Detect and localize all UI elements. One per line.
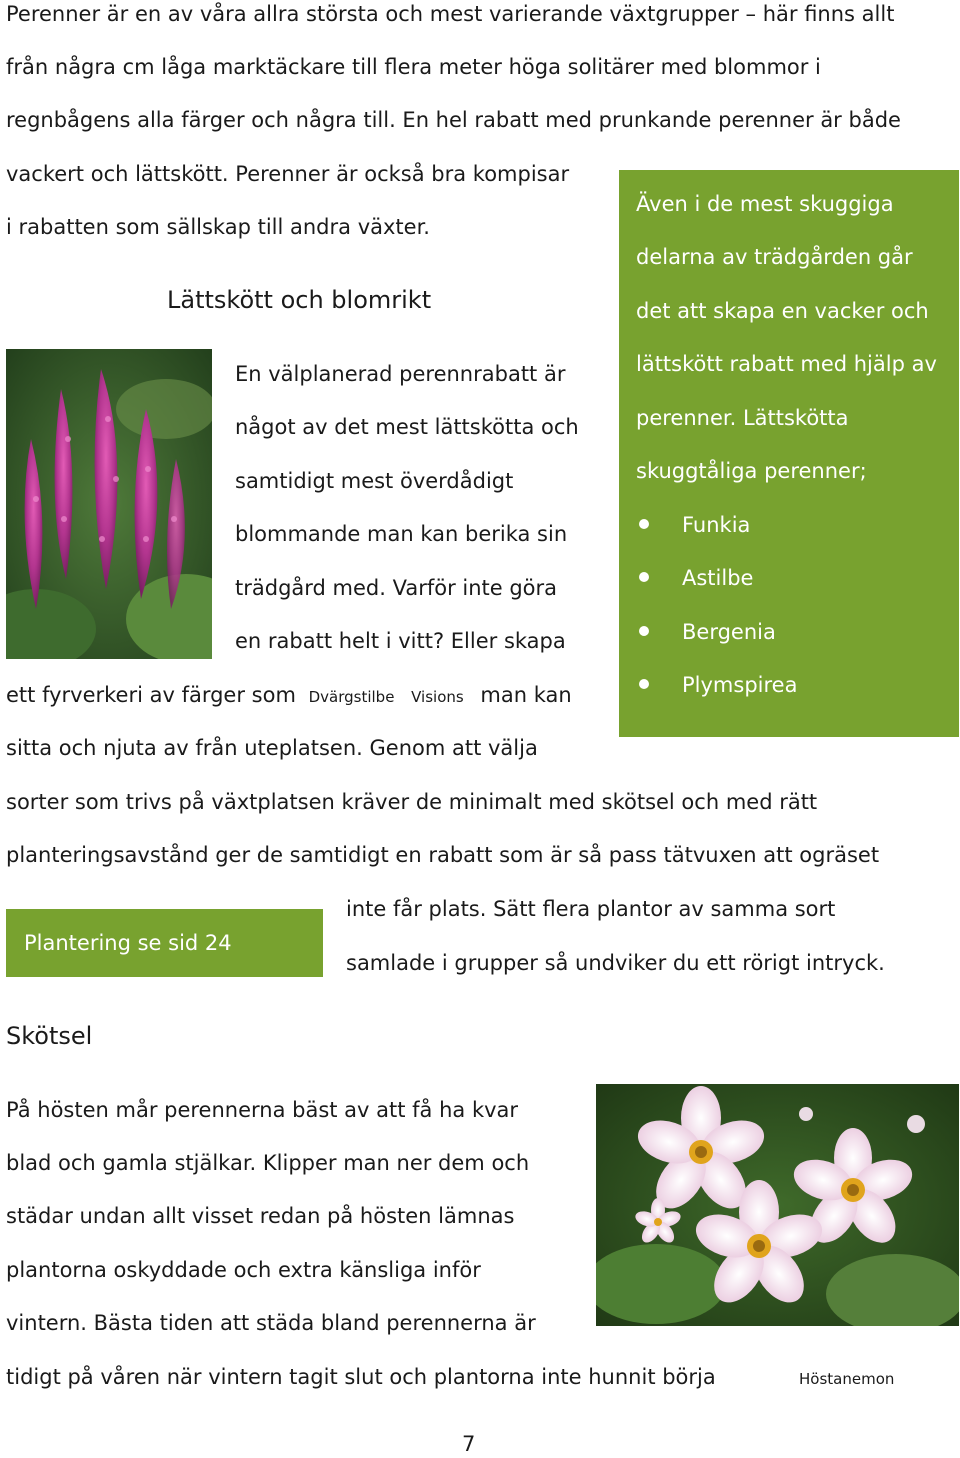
bullet-dot-icon — [639, 626, 649, 636]
plantering-label: Plantering se sid 24 — [24, 931, 232, 955]
section1-line-11: inte får plats. Sätt flera plantor av samma sort — [346, 897, 836, 921]
sidebar-line-5: perenner. Lättskötta — [636, 406, 849, 430]
intro-line-2: från några cm låga marktäckare till flera meter höga solitärer med blommor i — [6, 55, 821, 79]
sidebar-line-3: det att skapa en vacker och — [636, 299, 929, 323]
intro-line-1: Perenner är en av våra allra största och mest varierande växtgrupper – här finns allt — [6, 2, 895, 26]
astilbe-caption-name: Dvärgstilbe — [308, 688, 395, 706]
intro-line-5: i rabatten som sällskap till andra växter. — [6, 215, 430, 239]
section1-line-3: samtidigt mest överdådigt — [235, 469, 514, 493]
astilbe-photo — [6, 349, 212, 659]
section1-line-10: planteringsavstånd ger de samtidigt en rabatt som är så pass tätvuxen att ogräset — [6, 843, 880, 867]
intro-line-4: vackert och lättskött. Perenner är också bra kompisar — [6, 162, 570, 186]
bullet-item: Astilbe — [682, 566, 754, 590]
section1-line-12: samlade i grupper så undviker du ett rörigt intryck. — [346, 951, 885, 975]
section1-line-8: sitta och njuta av från uteplatsen. Genom att välja — [6, 736, 538, 760]
sidebar-line-4: lättskött rabatt med hjälp av — [636, 352, 937, 376]
bullet-item: Bergenia — [682, 620, 776, 644]
line7-text-before: ett fyrverkeri av färger som — [6, 683, 296, 707]
section1-line-1: En välplanerad perennrabatt är — [235, 362, 566, 386]
section1-line-6: en rabatt helt i vitt? Eller skapa — [235, 629, 566, 653]
line7-text-after: man kan — [480, 683, 572, 707]
section2-line-2: blad och gamla stjälkar. Klipper man ner dem och — [6, 1151, 530, 1175]
bullet-dot-icon — [639, 572, 649, 582]
section2-line-5: vintern. Bästa tiden att städa bland perennerna är — [6, 1311, 536, 1335]
section1-line-5: trädgård med. Varför inte göra — [235, 576, 558, 600]
section-heading-lattskott: Lättskött och blomrikt — [167, 286, 432, 314]
sidebar-line-6: skuggtåliga perenner; — [636, 459, 867, 483]
sidebar-line-1: Även i de mest skuggiga — [636, 192, 894, 216]
sidebar-line-2: delarna av trädgården går — [636, 245, 913, 269]
anemone-caption: Höstanemon — [799, 1370, 895, 1388]
page-number: 7 — [462, 1432, 476, 1456]
bullet-dot-icon — [639, 679, 649, 689]
section2-line-6: tidigt på våren när vintern tagit slut och plantorna inte hunnit börja — [6, 1365, 716, 1389]
bullet-item: Funkia — [682, 513, 751, 537]
section1-line-7 — [6, 681, 572, 711]
section2-line-3: städar undan allt visset redan på hösten lämnas — [6, 1204, 515, 1228]
section-heading-skotsel: Skötsel — [6, 1022, 93, 1050]
bullet-dot-icon — [639, 519, 649, 529]
plantering-reference-box — [6, 909, 323, 977]
section1-line-4: blommande man kan berika sin — [235, 522, 568, 546]
intro-line-3: regnbågens alla färger och några till. En hel rabatt med prunkande perenner är både — [6, 108, 901, 132]
section1-line-2: något av det mest lättskötta och — [235, 415, 579, 439]
astilbe-caption-variety: Visions — [411, 688, 464, 706]
shade-perennials-box — [619, 170, 959, 737]
section2-line-1: På hösten mår perennerna bäst av att få ha kvar — [6, 1098, 519, 1122]
bullet-item: Plymspirea — [682, 673, 798, 697]
anemone-photo — [596, 1084, 959, 1326]
section1-line-9: sorter som trivs på växtplatsen kräver de minimalt med skötsel och med rätt — [6, 790, 818, 814]
section2-line-4: plantorna oskyddade och extra känsliga inför — [6, 1258, 481, 1282]
